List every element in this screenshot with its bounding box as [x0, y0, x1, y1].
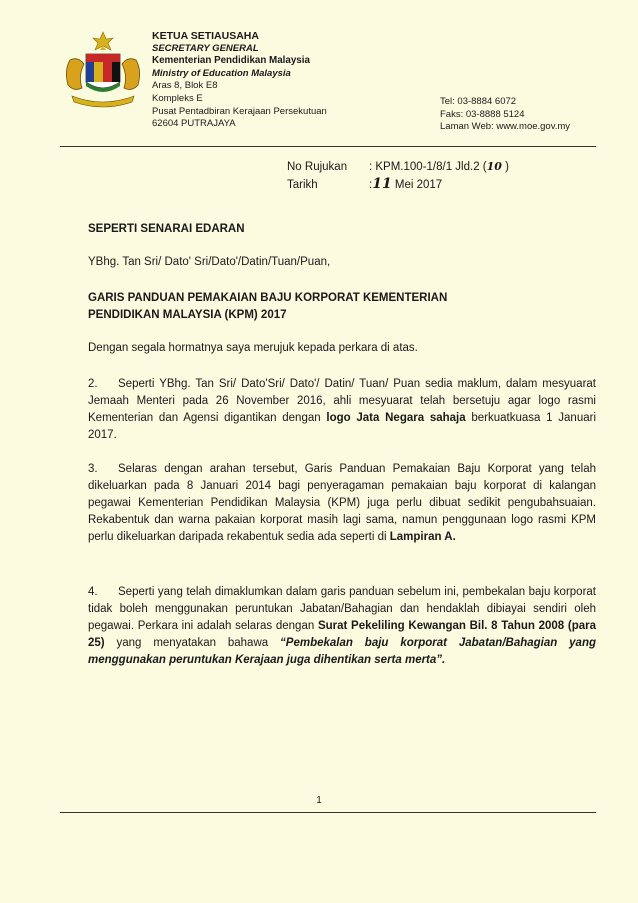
salutation: YBhg. Tan Sri/ Dato' Sri/Dato'/Datin/Tuan/Puan, — [88, 256, 331, 268]
paragraph-4: 4. Seperti yang telah dimaklumkan dalam garis panduan sebelum ini, pembekalan baju korporat tidak boleh menggunakan peruntukan Jabatan/Bahagian dan hendaklah dibiayai sendiri oleh pegawai. Perkara ini adalah selaras dengan Surat Pekeliling Kewangan Bil. 8 Tahun 2008 (para 25) yang menyatakan bahawa “Pembekalan baju korporat Jabatan/Bahagian yang menggunakan peruntukan Kerajaan juga dihentikan serta merta”. — [88, 586, 596, 666]
paragraph-number: 4. — [88, 586, 98, 598]
subject — [88, 290, 596, 324]
address-line: Pusat Pentadbiran Kerajaan Persekutuan — [152, 105, 327, 117]
address-line: Kompleks E — [152, 92, 203, 104]
reference-block — [287, 158, 509, 194]
address-line: 62604 PUTRAJAYA — [152, 118, 236, 130]
address-line: Aras 8, Blok E8 — [152, 80, 218, 92]
footer-divider — [60, 812, 596, 813]
reference-label: No Rujukan — [287, 161, 348, 173]
recipient-heading: SEPERTI SENARAI EDARAN — [88, 223, 245, 235]
subject-line: PENDIDIKAN MALAYSIA (KPM) 2017 — [88, 309, 287, 321]
fax: Faks: 03-8888 5124 — [440, 108, 525, 120]
ministry-name-en: Ministry of Education Malaysia — [152, 67, 291, 79]
telephone: Tel: 03-8884 6072 — [440, 96, 517, 107]
paragraph-number: 3. — [88, 463, 98, 475]
date-colon: : — [369, 179, 373, 191]
date-handwritten: 11 — [372, 176, 392, 192]
ministry-name: Kementerian Pendidikan Malaysia — [152, 55, 310, 67]
website: Laman Web: www.moe.gov.my — [440, 121, 571, 133]
contact-info — [440, 96, 570, 134]
opening-paragraph: Dengan segala hormatnya saya merujuk kepada perkara di atas. — [88, 342, 418, 354]
office-title: KETUA SETIAUSAHA — [152, 30, 259, 42]
subject-line: GARIS PANDUAN PEMAKAIAN BAJU KORPORAT KEMENTERIAN — [88, 292, 448, 304]
reference-handwritten: 10 — [486, 160, 502, 173]
reference-number: : KPM.100-1/8/1 Jld.2 ( — [369, 161, 487, 173]
date-label: Tarikh — [287, 179, 318, 191]
date-value: Mei 2017 — [394, 179, 443, 191]
paragraph-2: 2. Seperti YBhg. Tan Sri/ Dato'Sri/ Dato'/ Datin/ Tuan/ Puan sedia maklum, dalam mesyuarat Jemaah Menteri pada 26 November 2016, ahli mesyuarat telah bersetuju agar logo rasmi Kementerian dan Agensi digantikan dengan logo Jata Negara sahaja berkuatkuasa 1 Januari 2017. — [88, 378, 597, 441]
paragraph-3: 3. Selaras dengan arahan tersebut, Garis Panduan Pemakaian Baju Korporat yang telah dikeluarkan pada 8 Januari 2014 bagi penyeragaman pemakaian baju korporat di kalangan pegawai Kementerian Pendidikan Malaysia (KPM) juga perlu dibuat sedikit pengubahsuaian. Rekabentuk dan warna pakaian korporat masih lagi sama, namun penggunaan logo rasmi KPM perlu dikeluarkan daripada rekabentuk sedia ada seperti di Lampiran A. — [88, 463, 596, 543]
paragraph-number: 2. — [88, 378, 98, 390]
page-number: 1 — [316, 795, 322, 806]
reference-close: ) — [505, 161, 509, 173]
header-divider — [60, 146, 596, 147]
office-title-en: SECRETARY GENERAL — [152, 42, 259, 54]
jata-negara-crest-icon — [60, 30, 146, 110]
letterhead — [152, 30, 327, 131]
